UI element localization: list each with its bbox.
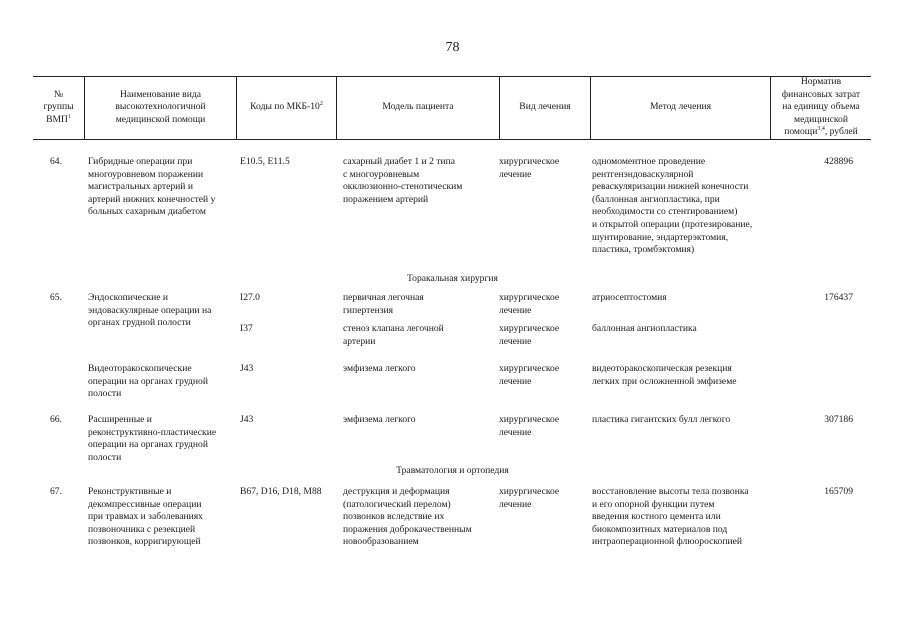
row-care-type: Гибридные операции при многоуровневом поражении магистральных артерий и артерий нижних конечностей у больных сахарным диабетом [88,156,216,218]
row-treatment-method: атриосептостомия [592,292,667,303]
header-group-number: № группы ВМП$^1$ [43,88,74,125]
row-icd-codes: B67, D16, D18, M88 [240,486,322,497]
header-icd-codes: Коды по МКБ-$10^2$ [250,101,323,113]
row-patient-model: стеноз клапана легочной артерии [343,323,444,347]
row-treatment-type: хирургическое лечение [499,156,560,180]
header-patient-model: Модель пациента [382,101,454,113]
header-bottom-rule [33,139,871,140]
row-patient-model: сахарный диабет 1 и 2 типа с многоуровневым окклюзионно-стенотическим поражением артерий [343,156,463,205]
row-number: 66. [50,414,62,425]
row-treatment-method: видеоторакоскопическая резекция легких при осложненной эмфиземе [592,363,737,387]
row-treatment-type: хирургическое лечение [499,486,560,510]
row-icd-codes: I27.0 [240,292,260,303]
row-treatment-type: хирургическое лечение [499,414,560,438]
row-care-type: Расширенные и реконструктивно-пластические операции на органах грудной полости [88,414,217,463]
row-number: 64. [50,156,62,167]
row-icd-codes: J43 [240,363,254,374]
row-care-type: Реконструктивные и декомпрессивные операции при травмах и заболеваниях позвоночника с резекцией позвонков, корригирующей [88,486,203,548]
page-number: 78 [445,40,460,55]
row-icd-codes: J43 [240,414,254,425]
row-patient-model: деструкция и деформация (патологический перелом) позвонков вследствие их поражения доброкачественным новообразованием [343,486,472,548]
row-icd-codes: I37 [240,323,253,334]
header-cost-norm: Норматив финансовых затрат на единицу объема медицинской помощи$^{3,4}$, рублей [781,76,861,138]
row-cost-norm: 165709 [824,486,853,497]
section-heading: Торакальная хирургия [407,273,498,284]
row-patient-model: эмфизема легкого [343,363,416,374]
row-treatment-method: восстановление высоты тела позвонка и его опорной функции путем введения костного цемента или биокомпозитных материалов под интраоперационной флюороскопией [592,486,749,548]
row-treatment-method: одномоментное проведение рентгенэндоваскулярной реваскуляризации нижней конечности (баллонная ангиопластика, при необходимости со стентированием) и открытой операции (протезирование, шунтирование, эндартерэктомия, пластика, тромбэктомия) [592,156,753,256]
row-patient-model: эмфизема легкого [343,414,416,425]
row-treatment-type: хирургическое лечение [499,363,560,387]
header-treatment-method: Метод лечения [649,101,712,113]
row-care-type: Видеоторакоскопические операции на органах грудной полости [88,363,208,400]
header-care-type: Наименование вида высокотехнологичной медицинской помощи [115,88,206,125]
row-treatment-method: пластика гигантских булл легкого [592,414,731,425]
row-number: 65. [50,292,62,303]
row-patient-model: первичная легочная гипертензия [343,292,424,316]
row-treatment-type: хирургическое лечение [499,292,560,316]
section-heading: Травматология и ортопедия [396,465,509,476]
row-icd-codes: E10.5, E11.5 [240,156,290,167]
row-cost-norm: 307186 [824,414,853,425]
row-care-type: Эндоскопические и эндоваскулярные операции на органах грудной полости [88,292,212,329]
row-treatment-type: хирургическое лечение [499,323,560,347]
row-cost-norm: 428896 [824,156,853,167]
row-treatment-method: баллонная ангиопластика [592,323,697,334]
header-treatment-type: Вид лечения [519,101,571,113]
row-cost-norm: 176437 [824,292,853,303]
row-number: 67. [50,486,62,497]
